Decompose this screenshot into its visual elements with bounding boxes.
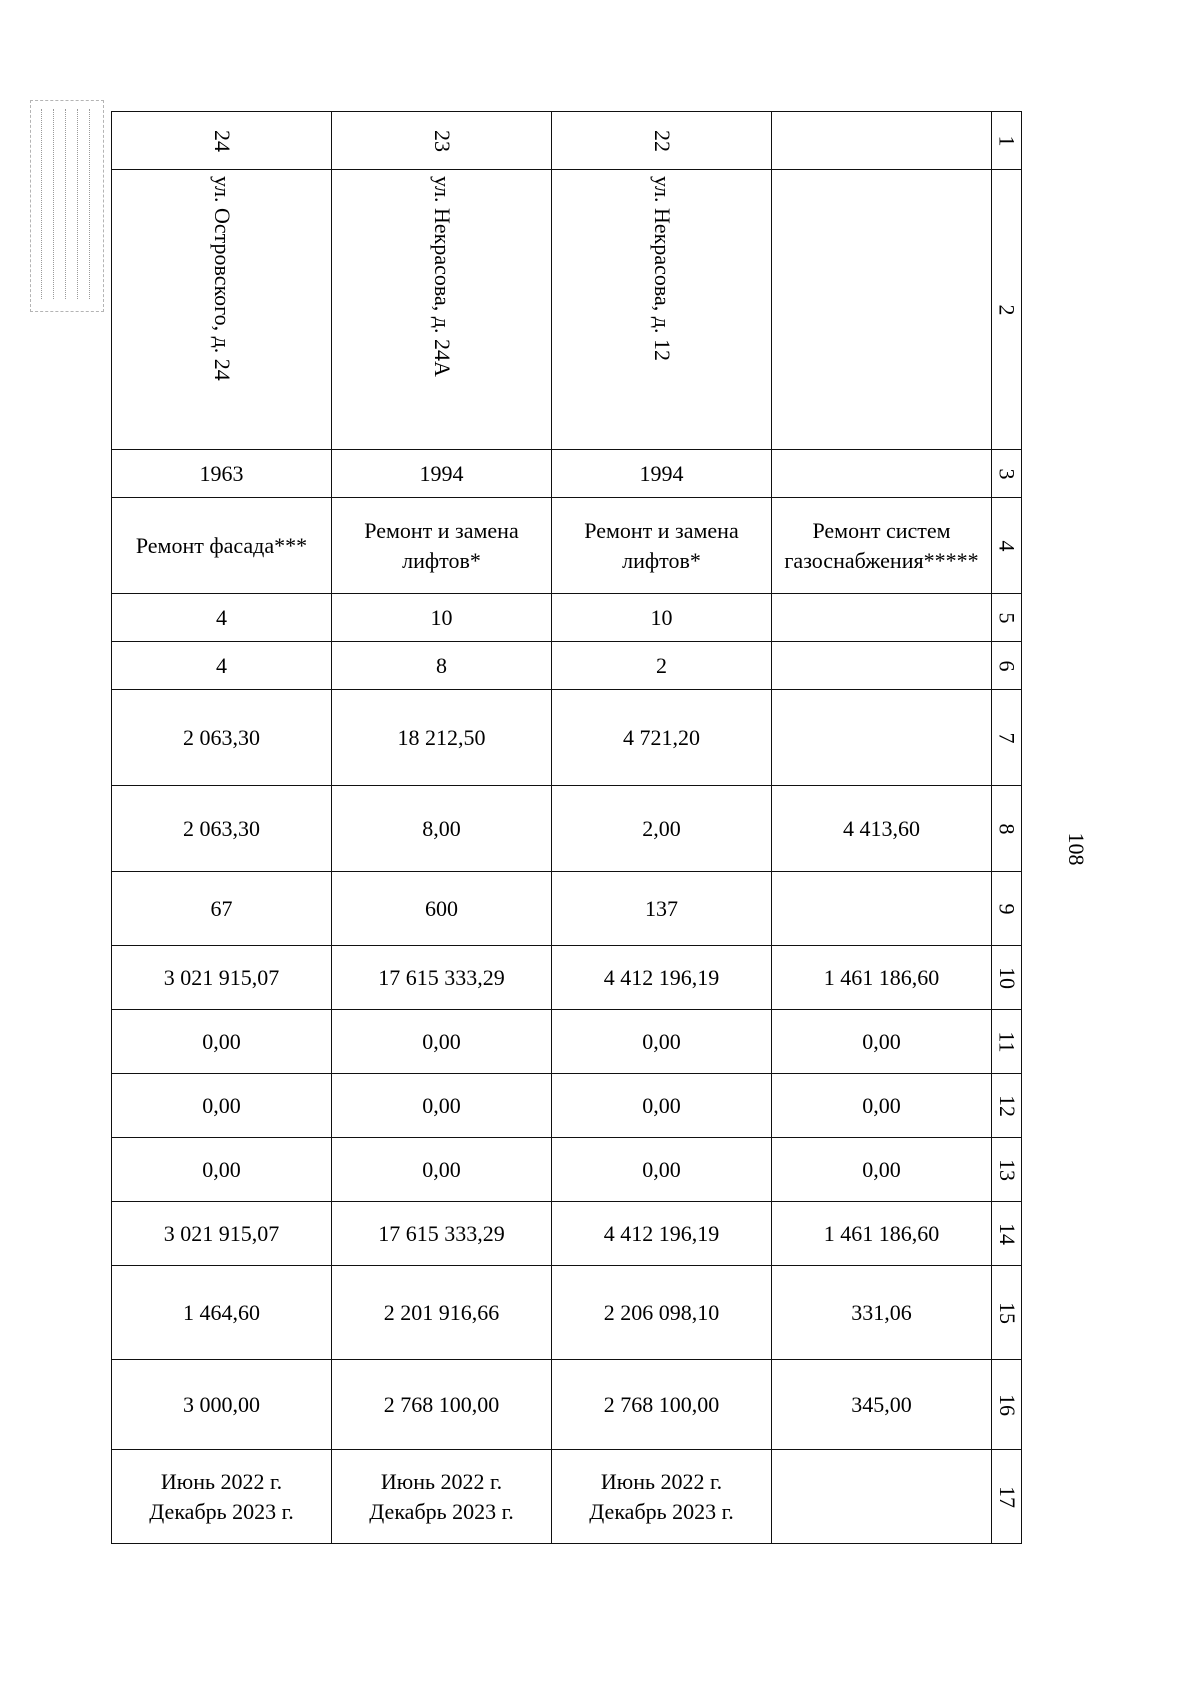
cell-row-24-col-10: 3 021 915,07	[112, 946, 332, 1010]
cell-row-23-col-9: 600	[332, 872, 552, 946]
cell-row-24-address	[112, 170, 332, 450]
column-index	[992, 642, 1022, 690]
cell-row-24-col-16: 3 000,00	[112, 1360, 332, 1450]
cell-row-23-col-11: 0,00	[332, 1010, 552, 1074]
cell-row-22-col-13: 0,00	[552, 1138, 772, 1202]
cell-row-23-col-6: 8	[332, 642, 552, 690]
column-index	[992, 1266, 1022, 1360]
record-number-text: 22	[649, 129, 675, 152]
column-index	[992, 170, 1022, 450]
table-row	[112, 1138, 1022, 1202]
column-index	[992, 594, 1022, 642]
cell-row-22-period: Июнь 2022 г. Декабрь 2023 г.	[552, 1450, 772, 1544]
cell-row-continuation-work-type: Ремонт систем газоснабжения*****	[772, 498, 992, 594]
column-index-text: 14	[994, 1222, 1020, 1245]
table-row	[112, 450, 1022, 498]
table-row	[112, 786, 1022, 872]
cell-row-continuation-col-5	[772, 594, 992, 642]
cell-row-23-col-7: 18 212,50	[332, 690, 552, 786]
column-index	[992, 1202, 1022, 1266]
table-row	[112, 594, 1022, 642]
column-index-text: 9	[994, 903, 1020, 914]
cell-row-24-col-6: 4	[112, 642, 332, 690]
cell-row-24-col-12: 0,00	[112, 1074, 332, 1138]
column-index	[992, 112, 1022, 170]
cell-row-continuation-col-10: 1 461 186,60	[772, 946, 992, 1010]
cell-row-22-record-number	[552, 112, 772, 170]
table-row	[112, 872, 1022, 946]
cell-row-22-address	[552, 170, 772, 450]
cell-row-22-col-11: 0,00	[552, 1010, 772, 1074]
cell-row-24-col-15: 1 464,60	[112, 1266, 332, 1360]
archive-stamp	[30, 100, 104, 312]
column-index-text: 7	[994, 732, 1020, 743]
cell-row-23-col-13: 0,00	[332, 1138, 552, 1202]
cell-row-continuation-col-16: 345,00	[772, 1360, 992, 1450]
column-index	[992, 1010, 1022, 1074]
table-row	[112, 1202, 1022, 1266]
cell-row-22-col-6: 2	[552, 642, 772, 690]
record-number-text: 24	[209, 129, 235, 152]
column-index	[992, 1074, 1022, 1138]
cell-row-continuation-year-built	[772, 450, 992, 498]
column-index-text: 10	[994, 966, 1020, 989]
cell-row-22-col-9: 137	[552, 872, 772, 946]
column-index-text: 12	[994, 1094, 1020, 1117]
column-index-text: 6	[994, 660, 1020, 671]
cell-row-continuation-col-11: 0,00	[772, 1010, 992, 1074]
capital-repair-table	[111, 111, 1022, 1544]
cell-row-24-col-8: 2 063,30	[112, 786, 332, 872]
cell-row-24-col-14: 3 021 915,07	[112, 1202, 332, 1266]
table-row	[112, 1266, 1022, 1360]
page-number: 108	[1064, 832, 1089, 866]
column-index-text: 16	[994, 1393, 1020, 1416]
cell-row-continuation-col-8: 4 413,60	[772, 786, 992, 872]
cell-row-24-work-type: Ремонт фасада***	[112, 498, 332, 594]
cell-row-22-col-10: 4 412 196,19	[552, 946, 772, 1010]
cell-row-continuation-col-12: 0,00	[772, 1074, 992, 1138]
column-index-text: 13	[994, 1158, 1020, 1181]
cell-row-24-record-number	[112, 112, 332, 170]
column-index	[992, 690, 1022, 786]
cell-row-23-address	[332, 170, 552, 450]
column-index	[992, 498, 1022, 594]
cell-row-22-col-12: 0,00	[552, 1074, 772, 1138]
column-index	[992, 1450, 1022, 1544]
cell-row-continuation-col-13: 0,00	[772, 1138, 992, 1202]
cell-row-23-col-14: 17 615 333,29	[332, 1202, 552, 1266]
cell-row-23-col-5: 10	[332, 594, 552, 642]
cell-row-23-col-8: 8,00	[332, 786, 552, 872]
table-row	[112, 1450, 1022, 1544]
cell-row-22-col-15: 2 206 098,10	[552, 1266, 772, 1360]
table-row	[112, 642, 1022, 690]
cell-row-22-col-14: 4 412 196,19	[552, 1202, 772, 1266]
cell-row-continuation-period	[772, 1450, 992, 1544]
column-index	[992, 450, 1022, 498]
cell-row-24-col-7: 2 063,30	[112, 690, 332, 786]
cell-row-22-col-5: 10	[552, 594, 772, 642]
cell-row-23-period: Июнь 2022 г. Декабрь 2023 г.	[332, 1450, 552, 1544]
cell-row-23-col-15: 2 201 916,66	[332, 1266, 552, 1360]
column-index-text: 5	[994, 612, 1020, 623]
column-index-text: 4	[994, 540, 1020, 551]
cell-row-23-col-12: 0,00	[332, 1074, 552, 1138]
table-row	[112, 1360, 1022, 1450]
cell-row-continuation-col-7	[772, 690, 992, 786]
column-index-text: 3	[994, 468, 1020, 479]
column-index	[992, 786, 1022, 872]
column-index-text: 17	[994, 1485, 1020, 1508]
table-row	[112, 498, 1022, 594]
column-index	[992, 946, 1022, 1010]
address-text: ул. Островского, д. 24	[209, 176, 235, 381]
table-row	[112, 1010, 1022, 1074]
cell-row-22-col-16: 2 768 100,00	[552, 1360, 772, 1450]
cell-row-24-period: Июнь 2022 г. Декабрь 2023 г.	[112, 1450, 332, 1544]
cell-row-22-work-type: Ремонт и замена лифтов*	[552, 498, 772, 594]
table-row	[112, 112, 1022, 170]
column-index	[992, 1138, 1022, 1202]
cell-row-22-col-8: 2,00	[552, 786, 772, 872]
cell-row-24-col-11: 0,00	[112, 1010, 332, 1074]
cell-row-24-col-13: 0,00	[112, 1138, 332, 1202]
table-row	[112, 690, 1022, 786]
cell-row-24-year-built: 1963	[112, 450, 332, 498]
cell-row-continuation-address	[772, 170, 992, 450]
column-index-text: 2	[994, 304, 1020, 315]
cell-row-23-work-type: Ремонт и замена лифтов*	[332, 498, 552, 594]
cell-row-continuation-col-9	[772, 872, 992, 946]
cell-row-23-year-built: 1994	[332, 450, 552, 498]
cell-row-continuation-record-number	[772, 112, 992, 170]
record-number-text: 23	[429, 129, 455, 152]
table-row	[112, 170, 1022, 450]
column-index-text: 15	[994, 1301, 1020, 1324]
table-row	[112, 946, 1022, 1010]
address-text: ул. Некрасова, д. 24А	[429, 176, 455, 377]
cell-row-23-col-16: 2 768 100,00	[332, 1360, 552, 1450]
cell-row-22-col-7: 4 721,20	[552, 690, 772, 786]
column-index-text: 11	[994, 1030, 1020, 1053]
column-index	[992, 872, 1022, 946]
cell-row-continuation-col-14: 1 461 186,60	[772, 1202, 992, 1266]
column-index-text: 1	[994, 135, 1020, 146]
cell-row-23-record-number	[332, 112, 552, 170]
cell-row-continuation-col-6	[772, 642, 992, 690]
cell-row-24-col-9: 67	[112, 872, 332, 946]
column-index	[992, 1360, 1022, 1450]
address-text: ул. Некрасова, д. 12	[649, 176, 675, 361]
cell-row-23-col-10: 17 615 333,29	[332, 946, 552, 1010]
cell-row-continuation-col-15: 331,06	[772, 1266, 992, 1360]
table-row	[112, 1074, 1022, 1138]
column-index-text: 8	[994, 823, 1020, 834]
cell-row-24-col-5: 4	[112, 594, 332, 642]
cell-row-22-year-built: 1994	[552, 450, 772, 498]
